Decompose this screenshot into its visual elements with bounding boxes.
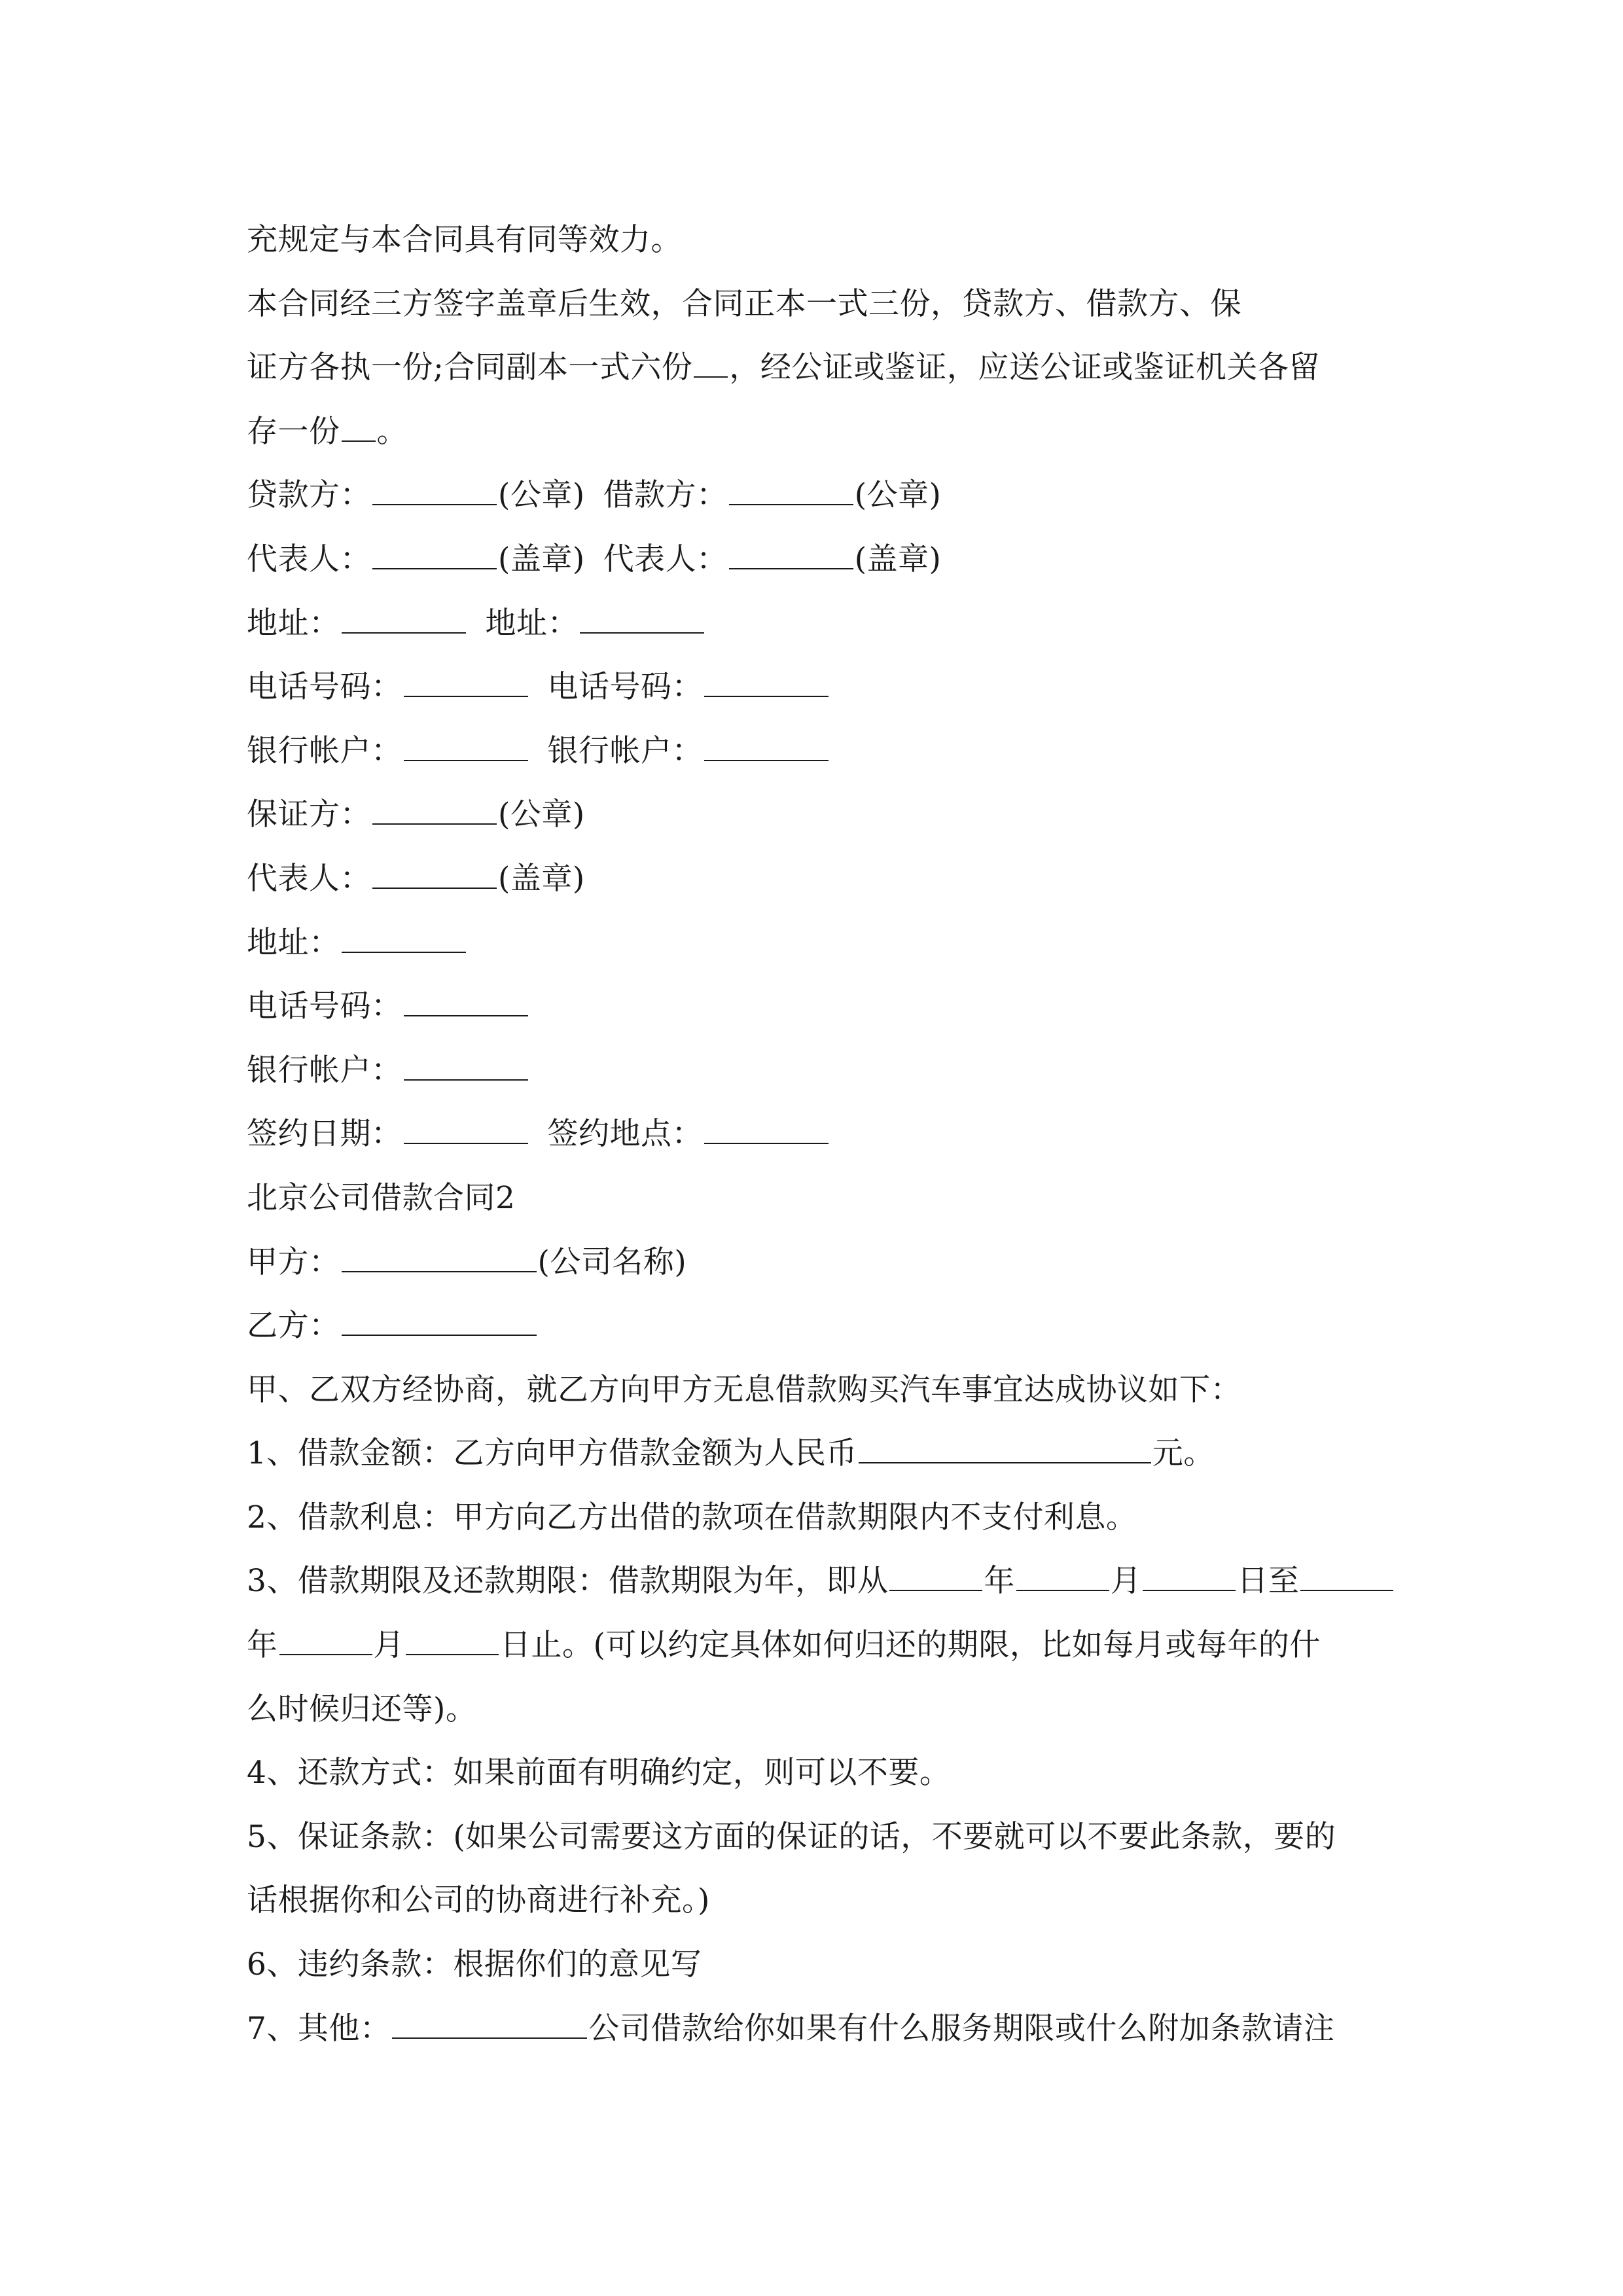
line-text: 充规定与本合同具有同等效力。 [247, 222, 682, 258]
line-text: 电话号码： [547, 669, 703, 706]
document-line [247, 1102, 1385, 1166]
fill-in-blank [404, 727, 528, 761]
line-text: 借款方： [603, 477, 728, 514]
document-line [247, 528, 1385, 592]
fill-in-blank [392, 2005, 587, 2038]
document-line [247, 1486, 1385, 1550]
line-text: 月 [373, 1627, 404, 1664]
line-text: ，经公证或鉴证，应送公证或鉴证机关各留 [729, 350, 1320, 386]
fill-in-blank [580, 600, 704, 633]
line-text: 地址： [247, 924, 340, 961]
fill-in-blank [404, 1047, 528, 1080]
line-text: 证方各执一份;合同副本一式六份 [247, 350, 693, 386]
fill-in-blank [342, 1238, 537, 1272]
line-text: 银行帐户： [247, 732, 402, 769]
line-text: 1、借款金额：乙方向甲方借款金额为人民币 [247, 1435, 857, 1472]
line-text: 地址： [485, 605, 579, 641]
fill-in-blank [404, 664, 528, 697]
fill-in-blank [704, 664, 829, 697]
fill-in-blank [704, 727, 829, 761]
line-text: 年 [247, 1627, 278, 1664]
document-line [247, 719, 1385, 783]
fill-in-blank [729, 472, 853, 505]
fill-in-blank [279, 1622, 372, 1655]
fill-in-blank [1143, 1558, 1236, 1591]
line-text: 本合同经三方签字盖章后生效，合同正本一式三份，贷款方、借款方、保 [247, 285, 1241, 322]
fill-in-blank [342, 600, 466, 633]
document-line [247, 1166, 1385, 1230]
line-text: 公司借款给你如果有什么服务期限或什么附加条款请注 [588, 2010, 1335, 2047]
line-text: 代表人： [247, 860, 371, 897]
fill-in-blank [372, 791, 497, 825]
fill-in-blank [404, 983, 528, 1016]
document-line [247, 847, 1385, 911]
line-text: 电话号码： [247, 988, 402, 1025]
document-line [247, 463, 1385, 528]
document-line [247, 1422, 1385, 1486]
fill-in-blank [889, 1558, 982, 1591]
fill-in-blank [859, 1430, 1151, 1463]
line-text: 签约日期： [247, 1116, 402, 1153]
line-text: 2、借款利息：甲方向乙方出借的款项在借款期限内不支付利息。 [247, 1499, 1137, 1535]
line-text: 么时候归还等)。 [247, 1691, 477, 1727]
line-text: 代表人： [603, 541, 728, 577]
document-line [247, 1805, 1385, 1869]
line-text: 贷款方： [247, 477, 371, 514]
line-text: 日止。(可以约定具体如何归还的期限，比如每月或每年的什 [500, 1627, 1321, 1664]
line-text: 元。 [1152, 1435, 1215, 1472]
document-line [247, 1933, 1385, 1997]
fill-in-blank [1016, 1558, 1109, 1591]
document-line [247, 592, 1385, 656]
line-text: (公章) [498, 477, 585, 514]
document-line [247, 336, 1385, 400]
fill-in-blank [372, 536, 497, 569]
document-line [247, 1294, 1385, 1358]
line-text: 甲方： [247, 1244, 340, 1280]
fill-in-blank [729, 536, 853, 569]
line-text: (公司名称) [537, 1244, 687, 1280]
document-line [247, 1869, 1385, 1933]
document-line [247, 208, 1385, 272]
line-text: 北京公司借款合同2 [247, 1179, 516, 1216]
document-line [247, 1677, 1385, 1742]
fill-in-blank [406, 1622, 499, 1655]
line-text: 7、其他： [247, 2010, 391, 2047]
line-text: 日至 [1237, 1563, 1300, 1600]
document-line [247, 400, 1385, 464]
line-text: (公章) [854, 477, 942, 514]
document-line [247, 272, 1385, 336]
line-text: (盖章) [498, 541, 585, 577]
line-text: 存一份 [247, 413, 340, 450]
line-text: 月 [1110, 1563, 1142, 1600]
line-text: 。 [376, 413, 408, 450]
document-line [247, 911, 1385, 975]
document-line [247, 975, 1385, 1039]
document-line [247, 1613, 1385, 1677]
line-text: 年 [984, 1563, 1015, 1600]
line-text: 银行帐户： [547, 732, 703, 769]
line-text: (盖章) [854, 541, 942, 577]
document-line [247, 1741, 1385, 1805]
line-text: (盖章) [498, 860, 585, 897]
document-line [247, 1230, 1385, 1295]
fill-in-blank [372, 855, 497, 889]
fill-in-blank [372, 472, 497, 505]
fill-in-blank [342, 408, 376, 441]
fill-in-blank [704, 1111, 829, 1144]
document-line [247, 1997, 1385, 2061]
line-text: 地址： [247, 605, 340, 641]
line-text: 代表人： [247, 541, 371, 577]
fill-in-blank [404, 1111, 528, 1144]
fill-in-blank [694, 344, 728, 378]
fill-in-blank [342, 1302, 537, 1336]
line-text: 6、违约条款：根据你们的意见写 [247, 1946, 702, 1983]
document-line [247, 1358, 1385, 1422]
document-line [247, 1039, 1385, 1103]
line-text: 保证方： [247, 797, 371, 833]
line-text: 4、还款方式：如果前面有明确约定，则可以不要。 [247, 1755, 951, 1791]
line-text: 签约地点： [547, 1116, 703, 1153]
line-text: (公章) [498, 797, 585, 833]
line-text: 3、借款期限及还款期限：借款期限为年，即从 [247, 1563, 889, 1600]
document-line [247, 783, 1385, 847]
document-body [247, 208, 1385, 2060]
line-text: 甲、乙双方经协商，就乙方向甲方无息借款购买汽车事宜达成协议如下： [247, 1371, 1241, 1408]
document-line [247, 655, 1385, 719]
document-line [247, 1549, 1385, 1613]
line-text: 电话号码： [247, 669, 402, 706]
line-text: 话根据你和公司的协商进行补充。) [247, 1882, 710, 1919]
line-text: 5、保证条款：(如果公司需要这方面的保证的话，不要就可以不要此条款，要的 [247, 1818, 1336, 1855]
fill-in-blank [342, 919, 466, 952]
fill-in-blank [1300, 1558, 1393, 1591]
line-text: 乙方： [247, 1308, 340, 1344]
line-text: 银行帐户： [247, 1052, 402, 1088]
